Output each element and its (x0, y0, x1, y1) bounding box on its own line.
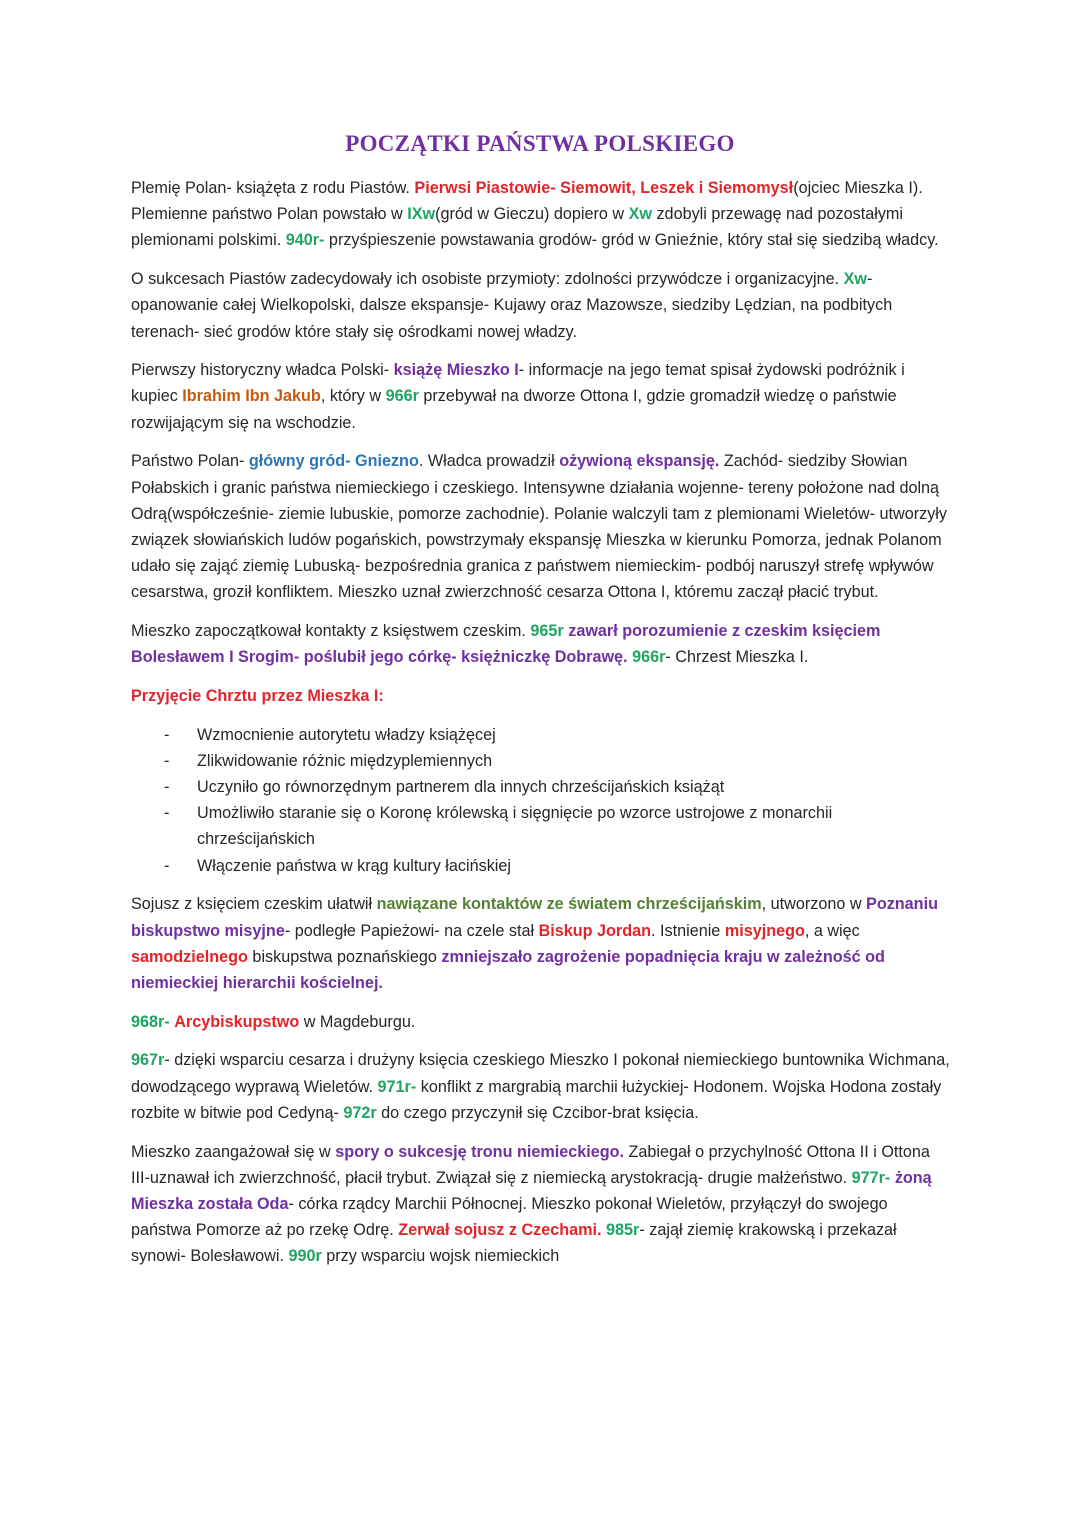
paragraphs-after (131, 891, 951, 1269)
highlighted-text: 940r- (285, 231, 325, 250)
text-segment: - podległe Papieżowi- na czele stał (284, 921, 539, 940)
paragraph (131, 175, 951, 254)
highlighted-text: nawiązane kontaktów ze światem chrześcijańskim (376, 895, 762, 914)
paragraphs-before (131, 175, 951, 709)
text-segment: - informacje na jego temat spisał żydowski podróżnik i kupiec (131, 361, 905, 406)
highlighted-text: książę Mieszko I (393, 361, 519, 380)
text-segment: w Magdeburgu. (299, 1012, 416, 1031)
highlighted-text: Xw (628, 205, 652, 224)
highlighted-text: spory o sukcesję tronu niemieckiego. (335, 1142, 625, 1161)
highlighted-text: Pierwsi Piastowie- Siemowit, Leszek i Siemomysł (414, 179, 794, 197)
list-item-text: Zlikwidowanie różnic międzyplemiennych (197, 751, 493, 770)
highlighted-text: IXw (407, 205, 436, 224)
text-segment: przy wsparciu wojsk niemieckich (321, 1247, 560, 1266)
highlighted-text: Biskup Jordan (538, 921, 652, 940)
text-segment: Zabiegał o przychylność Ottona II i Ottona III-uznawał ich zwierzchność, płacił trybut. Związał się z niemiecką arystokracją- drugie małżeństwo. (131, 1142, 930, 1187)
highlighted-text: 971r- (377, 1077, 417, 1096)
highlighted-text: 968r- (131, 1012, 170, 1031)
text-segment: Plemię Polan- książęta z rodu Piastów. (131, 179, 415, 197)
list-item-text: Wzmocnienie autorytetu władzy książęcej (197, 725, 496, 744)
paragraph (131, 266, 951, 345)
highlighted-text: 966r (632, 648, 666, 667)
highlighted-text: 990r (288, 1247, 322, 1266)
bullet-dash-icon: - (164, 856, 170, 875)
highlighted-text: misyjnego (724, 921, 805, 940)
paragraph (131, 683, 951, 709)
paragraph (131, 357, 951, 436)
highlighted-text: 972r (343, 1103, 377, 1122)
highlighted-text: samodzielnego (131, 947, 248, 966)
text-segment: Mieszko zaangażował się w (131, 1142, 336, 1161)
text-segment: Państwo Polan- (131, 452, 249, 471)
highlighted-text: żoną Mieszka została Oda (131, 1168, 932, 1213)
highlighted-text: zawarł porozumienie z czeskim księciem Bolesławem I Srogim- poślubił jego córkę- księżniczkę Dobrawę. (131, 622, 881, 667)
list-item (131, 853, 951, 879)
text-segment: (gród w Gieczu) dopiero w (435, 205, 629, 224)
paragraph (131, 1139, 951, 1270)
bullet-dash-icon: - (164, 778, 170, 797)
text-segment: Sojusz z księciem czeskim ułatwił (131, 895, 377, 914)
text-segment: , utworzono w (761, 895, 867, 914)
text-segment: przyśpieszenie powstawania grodów- gród w Gnieźnie, który stał się siedzibą władcy. (324, 231, 939, 250)
text-segment: przebywał na dworze Ottona I, gdzie gromadził wiedzę o państwie rozwijającym się na wschodzie. (131, 387, 897, 432)
list-item (131, 722, 951, 748)
highlighted-text: Zerwał sojusz z Czechami. (398, 1221, 602, 1240)
list-item-text: Uczyniło go równorzędnym partnerem dla innych chrześcijańskich książąt (197, 778, 725, 797)
highlighted-text: 967r (131, 1051, 165, 1070)
text-segment: - opanowanie całej Wielkopolski, dalsze ekspansje- Kujawy oraz Mazowsze, siedziby Lędzian, na podbitych terenach- sieć grodów które stały się ośrodkami nowej władzy. (131, 270, 893, 341)
text-segment: - zajął ziemię krakowską i przekazał synowi- Bolesławowi. (131, 1221, 897, 1266)
highlighted-text: 985r (606, 1221, 640, 1240)
highlighted-text: Xw (843, 270, 867, 289)
highlighted-text: Przyjęcie Chrztu przez Mieszka I: (131, 686, 384, 705)
baptism-effects-list (131, 722, 951, 879)
highlighted-text: Ibrahim Ibn Jakub (182, 387, 321, 406)
list-item-text: Umożliwiło staranie się o Koronę królewską i sięgnięcie po wzorce ustrojowe z monarchii chrześcijańskich (197, 804, 833, 849)
list-item (131, 800, 951, 852)
list-item (131, 774, 951, 800)
text-segment: biskupstwa poznańskiego (247, 947, 442, 966)
text-segment: , a więc (804, 921, 860, 940)
text-segment: . Władca prowadził (418, 452, 560, 471)
paragraph (131, 618, 951, 670)
bullet-dash-icon: - (164, 725, 170, 744)
text-segment: O sukcesach Piastów zadecydowały ich osobiste przymioty: zdolności przywódcze i organizacyjne. (131, 270, 844, 289)
text-segment: Mieszko zapoczątkował kontakty z księstwem czeskim. (131, 622, 531, 641)
text-segment: - Chrzest Mieszka I. (665, 648, 809, 667)
highlighted-text: główny gród- Gniezno (248, 452, 419, 471)
bullet-dash-icon: - (164, 751, 170, 770)
highlighted-text: 965r (530, 622, 564, 641)
highlighted-text: Poznaniu biskupstwo misyjne (131, 895, 938, 940)
text-segment: konflikt z margrabią marchii łużyckiej- Hodonem. Wojska Hodona zostały rozbite w bitwie pod Cedyną- (131, 1077, 942, 1122)
highlighted-text: 966r (385, 387, 419, 406)
text-segment: - córka rządcy Marchii Północnej. Mieszko pokonał Wieletów, przyłączył do swojego państwa Pomorze aż po rzekę Odrę. (131, 1194, 888, 1240)
list-item (131, 748, 951, 774)
highlighted-text: ożywioną ekspansję. (559, 452, 720, 471)
highlighted-text: Arcybiskupstwo (174, 1012, 300, 1031)
paragraph (131, 891, 951, 996)
text-segment: Pierwszy historyczny władca Polski- (131, 361, 394, 380)
text-segment: - dzięki wsparciu cesarza i drużyny księcia czeskiego Mieszko I pokonał niemieckiego buntownika Wichmana, dowodzącego wyprawą Wieletów. (131, 1051, 950, 1096)
text-segment: Zachód- siedziby Słowian Połabskich i granic państwa niemieckiego i czeskiego. Intensywne działania wojenne- tereny położone nad dolną Odrą(współcześnie- ziemie lubuskie, pomorze zachodnie). Polanie walczyli tam z plemionami Wieletów- utworzyły związek słowiańskich ludów pogańskich, powstrzymały ekspansję Mieszka w kierunku Pomorza, jednak Polanom udało się zająć ziemię Lubuską- bezpośrednia granica z państwem niemieckim- podbój naruszył strefę wpływów cesarstwa, groził konfliktem. Mieszko uznał zwierzchność cesarza Ottona I, któremu zaczął płacić trybut. (131, 452, 947, 602)
paragraph (131, 1009, 951, 1035)
highlighted-text: zmniejszało zagrożenie popadnięcia kraju w zależność od niemieckiej hierarchii kościelnej. (131, 947, 885, 992)
paragraph (131, 448, 951, 605)
text-segment: do czego przyczynił się Czcibor-brat księcia. (376, 1103, 699, 1122)
list-item-text: Włączenie państwa w krąg kultury łacińskiej (197, 856, 511, 875)
highlighted-text: 977r- (851, 1168, 891, 1187)
page-title: POCZĄTKI PAŃSTWA POLSKIEGO (345, 131, 735, 156)
bullet-dash-icon: - (164, 804, 170, 823)
text-segment: (ojciec Mieszka I). Plemienne państwo Polan powstało w (131, 179, 923, 224)
text-segment: zdobyli przewagę nad pozostałymi plemionami polskimi. (131, 205, 904, 250)
document-body (131, 175, 951, 1282)
text-segment: , który w (320, 387, 386, 406)
text-segment: . Istnienie (651, 921, 725, 940)
paragraph (131, 1047, 951, 1126)
